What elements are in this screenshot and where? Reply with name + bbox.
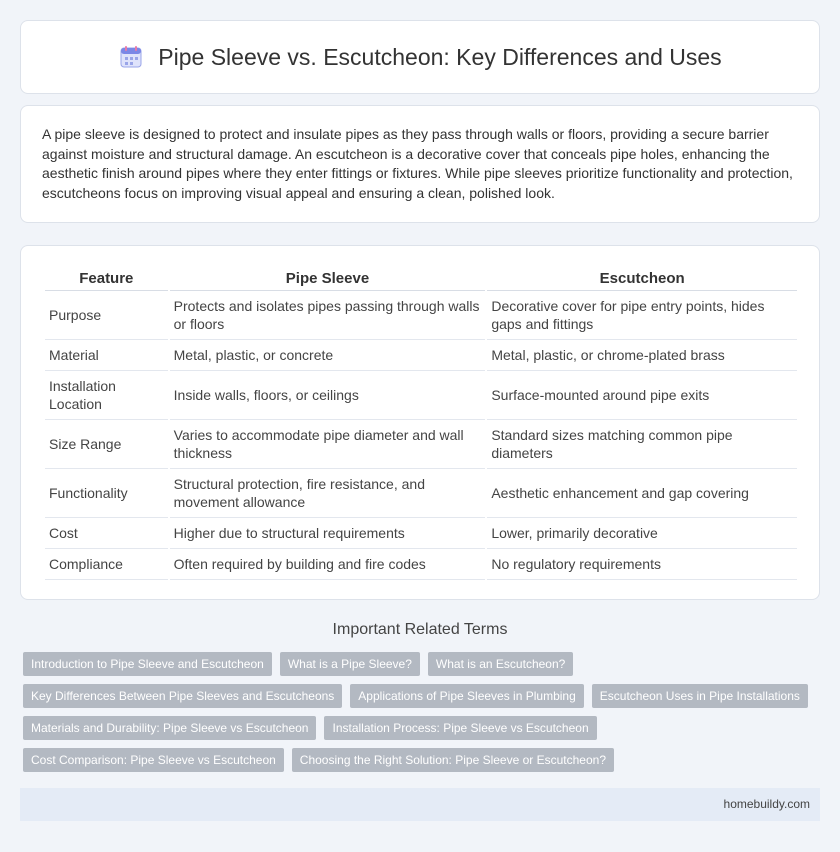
header-feature: Feature xyxy=(45,266,168,291)
feature-cell: Functionality xyxy=(45,469,168,518)
pipe-sleeve-cell: Structural protection, fire resistance, and movement allowance xyxy=(170,469,486,518)
table-row xyxy=(45,371,797,420)
intro-text: A pipe sleeve is designed to protect and insulate pipes as they pass through walls or floors, providing a secure barrier against moisture and structural damage. An escutcheon is a decorative cover that conceals pipe holes, enhancing the aesthetic finish around pipes where they enter fittings or fixtures. While pipe sleeves prioritize functionality and protection, escutcheons focus on improving visual appeal and ensuring a clean, polished look. xyxy=(42,126,793,201)
table-row xyxy=(45,549,797,580)
feature-cell: Compliance xyxy=(45,549,168,580)
escutcheon-cell: Metal, plastic, or chrome-plated brass xyxy=(487,340,797,371)
calendar-icon xyxy=(118,44,144,70)
table-row xyxy=(45,291,797,340)
tag-row xyxy=(23,748,823,772)
related-tag[interactable]: Introduction to Pipe Sleeve and Escutcheon xyxy=(23,652,272,676)
table-row xyxy=(45,469,797,518)
comparison-card xyxy=(20,245,820,600)
related-tag[interactable]: Choosing the Right Solution: Pipe Sleeve or Escutcheon? xyxy=(292,748,614,772)
footer-site[interactable]: homebuildy.com xyxy=(723,797,810,811)
tag-row xyxy=(23,684,823,708)
escutcheon-cell: Standard sizes matching common pipe diameters xyxy=(487,420,797,469)
table-row xyxy=(45,518,797,549)
header-pipe-sleeve: Pipe Sleeve xyxy=(170,266,486,291)
header-escutcheon: Escutcheon xyxy=(487,266,797,291)
title-card xyxy=(20,20,820,94)
related-tag[interactable]: Escutcheon Uses in Pipe Installations xyxy=(592,684,808,708)
related-tag[interactable]: Key Differences Between Pipe Sleeves and Escutcheons xyxy=(23,684,342,708)
feature-cell: Material xyxy=(45,340,168,371)
escutcheon-cell: Surface-mounted around pipe exits xyxy=(487,371,797,420)
feature-cell: Cost xyxy=(45,518,168,549)
related-tag[interactable]: Materials and Durability: Pipe Sleeve vs Escutcheon xyxy=(23,716,316,740)
pipe-sleeve-cell: Often required by building and fire codes xyxy=(170,549,486,580)
related-tag[interactable]: What is a Pipe Sleeve? xyxy=(280,652,420,676)
related-tag[interactable]: Cost Comparison: Pipe Sleeve vs Escutcheon xyxy=(23,748,284,772)
escutcheon-cell: Aesthetic enhancement and gap covering xyxy=(487,469,797,518)
table-row xyxy=(45,420,797,469)
page-title: Pipe Sleeve vs. Escutcheon: Key Differences and Uses xyxy=(158,43,722,70)
feature-cell: Size Range xyxy=(45,420,168,469)
feature-cell: Installation Location xyxy=(45,371,168,420)
feature-cell: Purpose xyxy=(45,291,168,340)
pipe-sleeve-cell: Inside walls, floors, or ceilings xyxy=(170,371,486,420)
related-terms-tags xyxy=(23,652,823,780)
pipe-sleeve-cell: Varies to accommodate pipe diameter and wall thickness xyxy=(170,420,486,469)
table-header-row xyxy=(45,266,797,291)
escutcheon-cell: Lower, primarily decorative xyxy=(487,518,797,549)
related-terms-title: Important Related Terms xyxy=(332,621,508,638)
tag-row xyxy=(23,652,823,676)
related-tag[interactable]: What is an Escutcheon? xyxy=(428,652,573,676)
footer xyxy=(20,788,820,821)
related-tag[interactable]: Installation Process: Pipe Sleeve vs Escutcheon xyxy=(324,716,596,740)
pipe-sleeve-cell: Metal, plastic, or concrete xyxy=(170,340,486,371)
tag-row xyxy=(23,716,823,740)
comparison-table xyxy=(43,266,799,580)
pipe-sleeve-cell: Protects and isolates pipes passing through walls or floors xyxy=(170,291,486,340)
escutcheon-cell: No regulatory requirements xyxy=(487,549,797,580)
related-tag[interactable]: Applications of Pipe Sleeves in Plumbing xyxy=(350,684,583,708)
table-row xyxy=(45,340,797,371)
pipe-sleeve-cell: Higher due to structural requirements xyxy=(170,518,486,549)
escutcheon-cell: Decorative cover for pipe entry points, hides gaps and fittings xyxy=(487,291,797,340)
intro-card xyxy=(20,105,820,223)
